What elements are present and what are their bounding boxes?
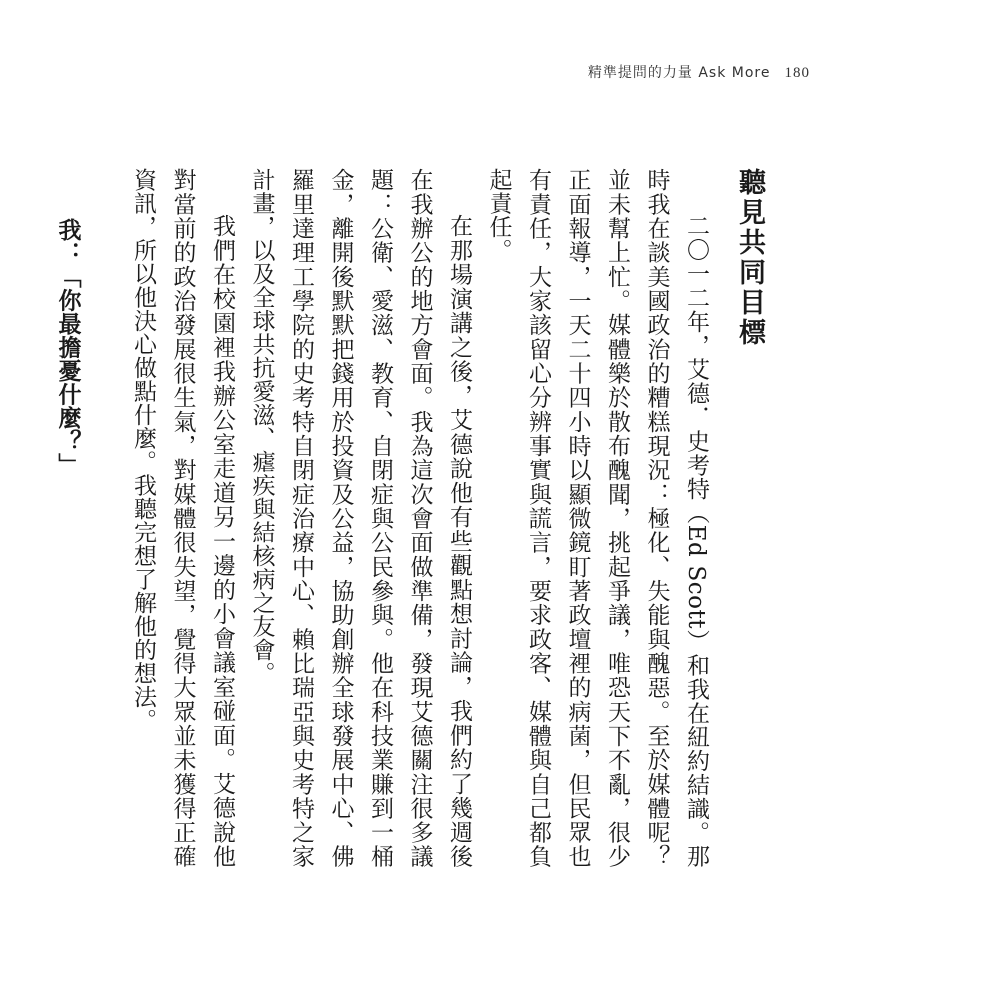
paragraph-3: 我們在校園裡我辦公室走道另一邊的小會議室碰面。艾德說他對當前的政治發展很生氣，對媒體很失望，覺得大眾並未獲得正確資訊，所以他決心做點什麼。我聽完想了解他的想法。 [130,168,235,868]
running-header [588,62,810,82]
page-number: 180 [784,65,810,81]
section-title: 聽見共同目標 [734,168,765,348]
dialogue-line: 我：「你最擔憂什麼？」 [54,218,81,477]
paragraph-2: 在那場演講之後，艾德說他有些觀點想討論，我們約了幾週後在我辦公的地方會面。我為這次會面做準備，發現艾德關注很多議題：公衛、愛滋、教育、自閉症與公民參與。他在科技業賺到一桶金，離開後默默把錢用於投資及公益，協助創辦全球發展中心、佛羅里達理工學院的史考特自閉症治療中心、賴比瑞亞與史考特之家計畫，以及全球共抗愛滋、瘧疾與結核病之友會。 [248,168,472,868]
paragraph-1: 二〇一二年，艾德．史考特（Ed Scott）和我在紐約結識。那時我在談美國政治的糟糕現況：極化、失能與醜惡。至於媒體呢？並未幫上忙。媒體樂於散布醜聞，挑起爭議，唯恐天下不亂，很少正面報導，一天二十四小時以顯微鏡盯著政壇裡的病菌，但民眾也有責任，大家該留心分辨事實與謊言，要求政客、媒體與自己都負起責任。 [485,168,709,868]
vertical-body-text [47,168,767,868]
book-title: 精準提問的力量 Ask More [587,65,771,81]
